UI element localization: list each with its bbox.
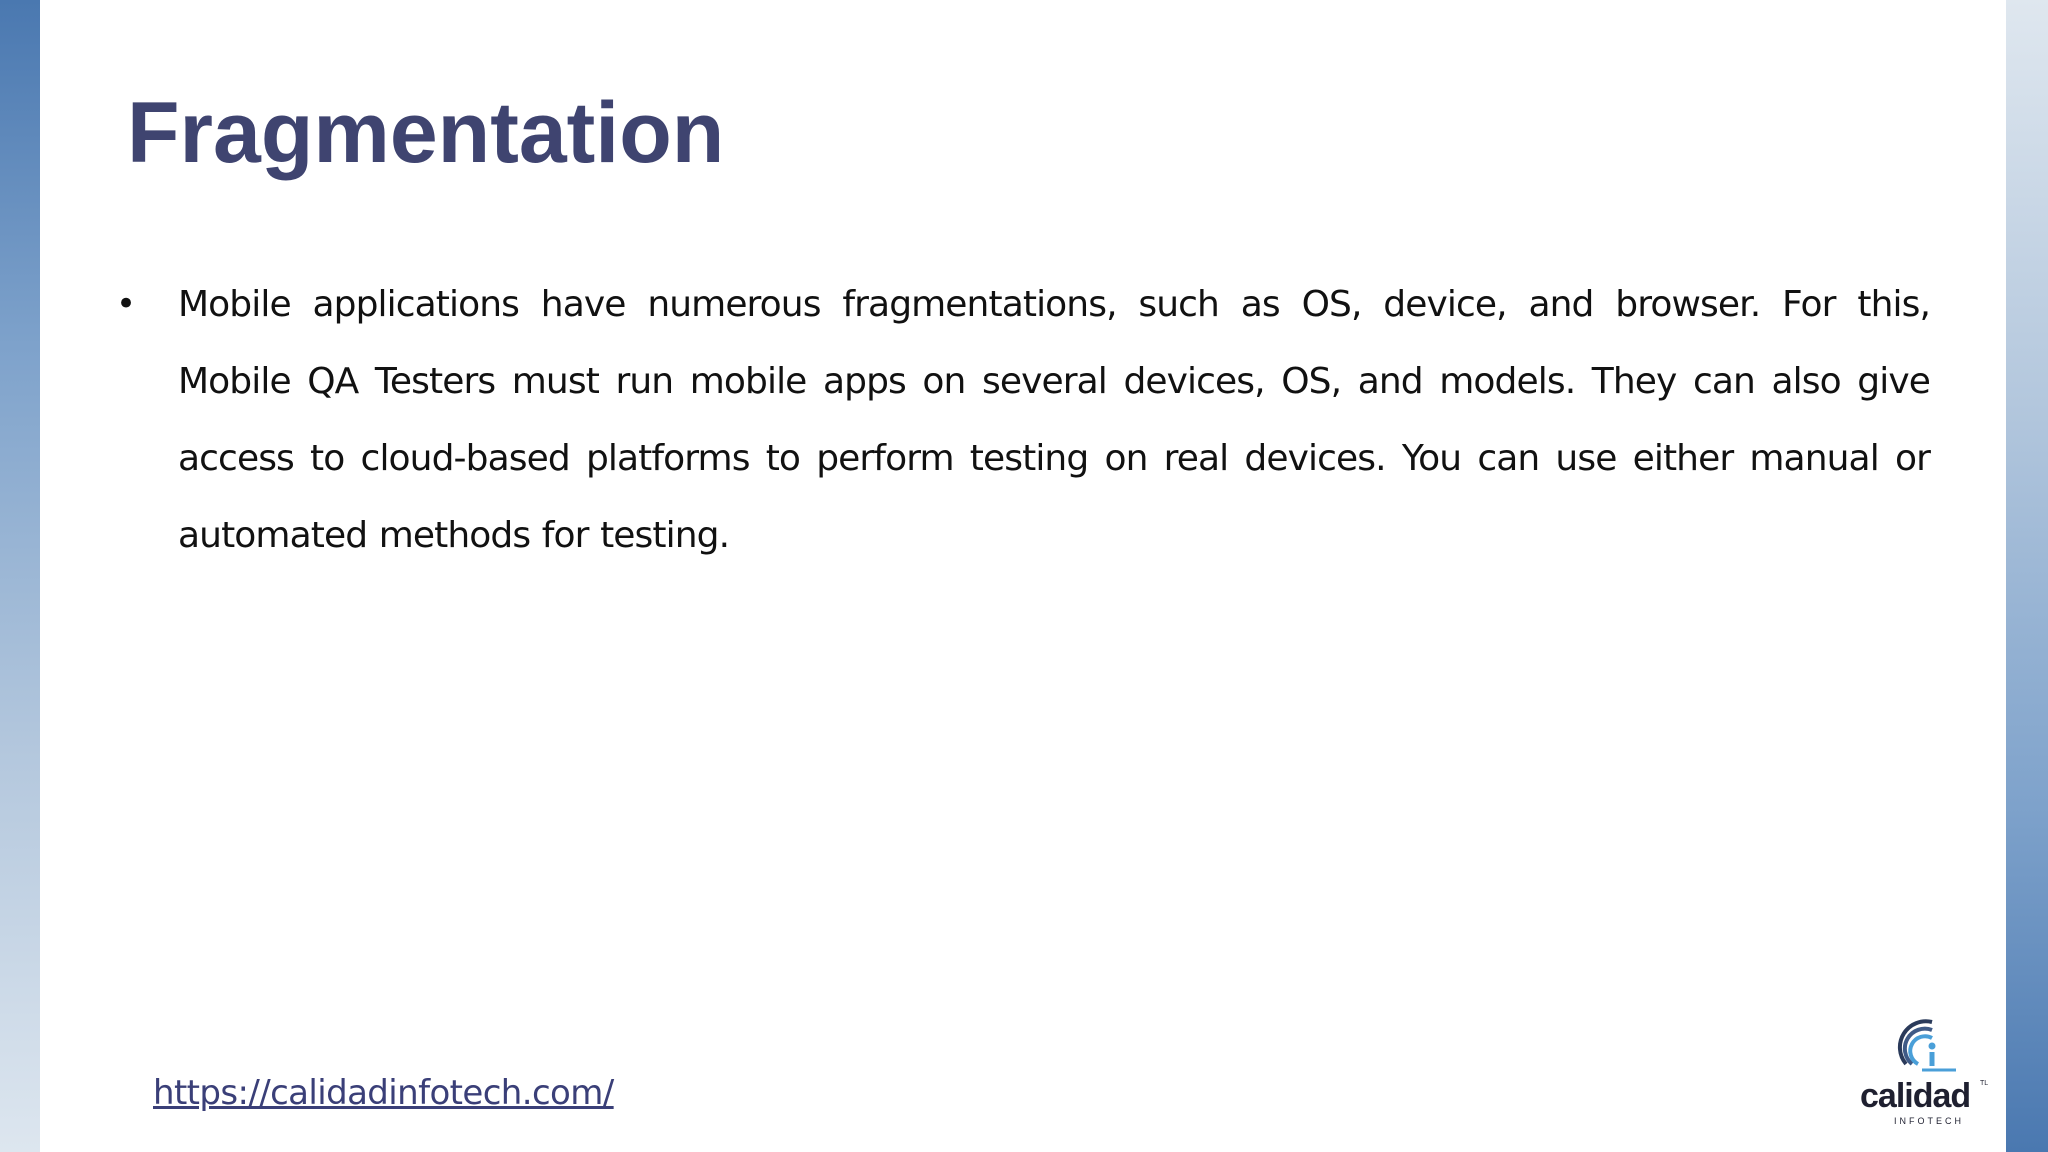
footer-website-link[interactable]: https://calidadinfotech.com/ xyxy=(153,1073,614,1113)
bullet-item xyxy=(110,266,1930,574)
company-logo xyxy=(1852,1012,1992,1132)
bullet-text: Mobile applications have numerous fragmentations, such as OS, device, and browser. For this, Mobile QA Testers must run mobile apps on several devices, OS, and models. They can also give access to cloud-based platforms to perform testing on real devices. You can use either manual or automated methods for testing. xyxy=(178,284,1930,556)
logo-trademark: TL xyxy=(1980,1080,1989,1087)
logo-subtitle: INFOTECH xyxy=(1894,1116,1964,1126)
bullet-marker: • xyxy=(116,284,136,324)
right-gradient-band xyxy=(2006,0,2048,1152)
calidad-logo-icon xyxy=(1852,1012,1992,1084)
bullet-list xyxy=(110,266,1930,574)
left-gradient-band xyxy=(0,0,40,1152)
slide-title: Fragmentation xyxy=(127,85,725,181)
logo-wordmark: calidad xyxy=(1860,1077,1971,1115)
